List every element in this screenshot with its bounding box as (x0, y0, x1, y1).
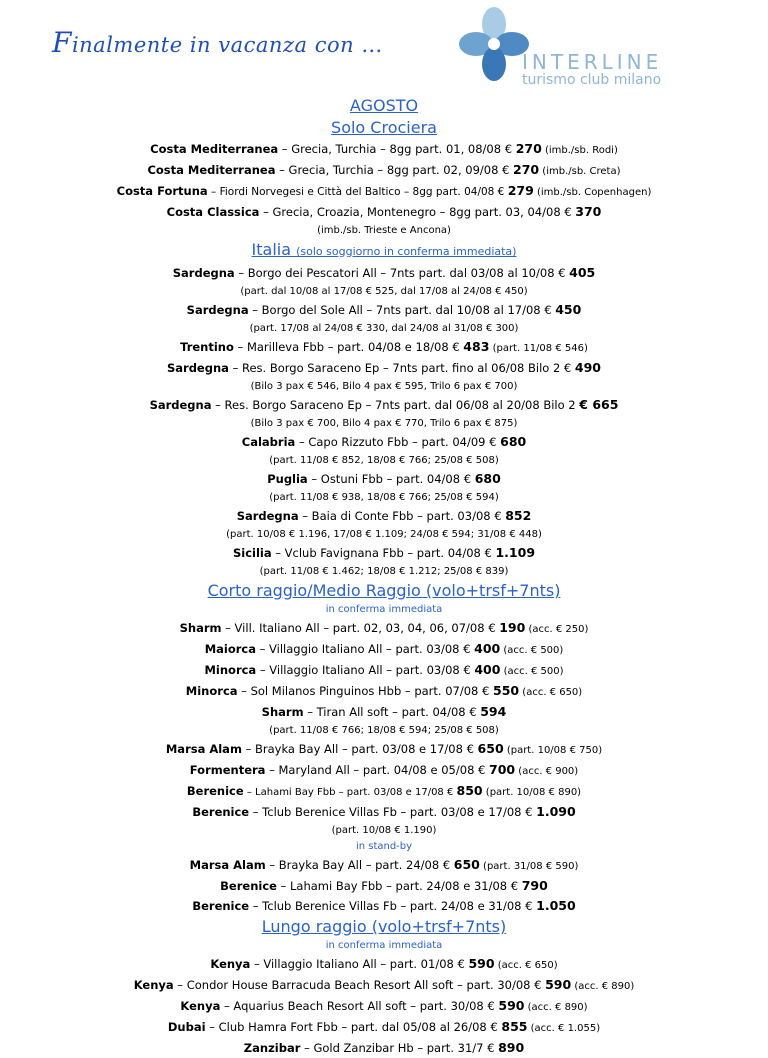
tagline-text: inalmente in vacanza con … (71, 33, 383, 57)
price: 1.109 (495, 545, 536, 560)
extra: (imb./sb. Creta) (539, 166, 621, 177)
destination: Costa Fortuna (116, 184, 208, 198)
extra: (acc. € 500) (500, 645, 564, 656)
section-title-italia (0, 239, 768, 263)
destination: Sardegna (236, 509, 299, 523)
details: – Capo Rizzuto Fbb – part. 04/09 € (295, 435, 501, 449)
confirmation-label: in conferma immediata (325, 604, 443, 615)
details: – Tclub Berenice Villas Fb – part. 24/08 e 31/08 € (249, 899, 537, 913)
offer-line (0, 781, 768, 802)
price: 890 (498, 1040, 525, 1055)
price: 852 (505, 508, 532, 523)
destination: Kenya (133, 978, 174, 992)
extra: (acc. € 900) (515, 766, 579, 777)
offer-line (0, 181, 768, 202)
destination: Marsa Alam (165, 742, 242, 756)
offer-note: (part. 10/08 € 1.196, 17/08 € 1.109; 24/08 € 594; 31/08 € 448) (226, 529, 542, 540)
section-title-note: (solo soggiorno in conferma immediata) (296, 245, 517, 258)
destination: Sardegna (172, 266, 235, 280)
destination: Dubai (167, 1020, 206, 1034)
offer-note: (imb./sb. Trieste e Ancona) (317, 225, 451, 236)
price: 400 (474, 641, 501, 656)
month-heading: AGOSTO (349, 96, 419, 115)
offer-note: (Bilo 3 pax € 546, Bilo 4 pax € 595, Trilo 6 pax € 700) (250, 381, 518, 392)
destination: Kenya (180, 999, 221, 1013)
offer-line (0, 954, 768, 975)
extra: (acc. € 1.055) (527, 1023, 601, 1034)
destination: Maiorca (204, 642, 256, 656)
offer-line (0, 358, 768, 378)
standby-label: in stand-by (355, 841, 413, 852)
details: – Grecia, Croazia, Montenegro – 8gg part. 03, 04/08 € (259, 205, 576, 219)
offer-line (0, 395, 768, 415)
offer-note: (part. 11/08 € 766; 18/08 € 594; 25/08 € 508) (269, 725, 499, 736)
details: – Tclub Berenice Villas Fb – part. 03/08 e 17/08 € (249, 805, 537, 819)
offer-line (0, 975, 768, 996)
offer-line (0, 855, 768, 876)
price: 650 (477, 741, 504, 756)
offer-line (0, 469, 768, 489)
offer-line (0, 202, 768, 222)
destination: Berenice (220, 879, 277, 893)
offer-note: (part. 11/08 € 938, 18/08 € 766; 25/08 € 594) (269, 492, 499, 503)
interline-logo (454, 4, 686, 94)
destination: Sharm (261, 705, 304, 719)
offer-note: (Bilo 3 pax € 700, Bilo 4 pax € 770, Trilo 6 pax € 875) (250, 418, 518, 429)
details: – Baia di Conte Fbb – part. 03/08 € (298, 509, 506, 523)
extra: (imb./sb. Copenhagen) (533, 187, 652, 198)
details: – Borgo del Sole All – 7nts part. dal 10/08 al 17/08 € (248, 303, 556, 317)
confirmation-label: in conferma immediata (325, 940, 443, 951)
destination: Berenice (186, 784, 244, 798)
destination: Minorca (204, 663, 257, 677)
destination: Calabria (241, 435, 296, 449)
offer-line (0, 660, 768, 681)
extra: (part. 10/08 € 890) (482, 787, 582, 798)
destination: Sardegna (166, 361, 229, 375)
destination: Sardegna (149, 398, 212, 412)
price: 790 (521, 878, 548, 893)
details: – Lahami Bay Fbb – part. 03/08 e 17/08 € (243, 787, 457, 798)
extra: (part. 11/08 € 546) (489, 343, 588, 354)
extra: (acc. € 650) (519, 687, 583, 698)
details: – Ostuni Fbb – part. 04/08 € (307, 472, 475, 486)
details: – Res. Borgo Saraceno Ep – 7nts part. dal 06/08 al 20/08 Bilo 2 (211, 398, 580, 412)
destination: Berenice (192, 805, 250, 819)
price: 279 (507, 183, 534, 198)
details: – Gold Zanzibar Hb – part. 31/7 € (300, 1041, 499, 1055)
price: 590 (468, 956, 495, 971)
price: 370 (575, 204, 602, 219)
destination: Kenya (210, 957, 251, 971)
details: – Grecia, Turchia – 8gg part. 02, 09/08 € (275, 163, 514, 177)
destination: Trentino (180, 340, 234, 354)
price: 700 (489, 762, 516, 777)
details: – Fiordi Norvegesi e Città del Baltico – 8gg part. 04/08 € (207, 186, 508, 198)
details: – Borgo dei Pescatori All – 7nts part. dal 03/08 al 10/08 € (234, 266, 570, 280)
price: 490 (574, 360, 601, 375)
destination: Sharm (179, 621, 222, 635)
details: – Condor House Barracuda Beach Resort All soft – part. 30/08 € (173, 978, 546, 992)
offer-line (0, 639, 768, 660)
section-title-text: Italia (251, 240, 292, 259)
destination: Costa Mediterranea (150, 142, 279, 156)
offer-note: (part. 11/08 € 1.462; 18/08 € 1.212; 25/08 € 839) (259, 566, 509, 577)
extra: (acc. € 500) (500, 666, 564, 677)
extra: (part. 31/08 € 590) (479, 861, 579, 872)
details: – Maryland All – part. 04/08 e 05/08 € (265, 763, 490, 777)
details: – Lahami Bay Fbb – part. 24/08 e 31/08 € (276, 879, 522, 893)
price: 855 (501, 1019, 528, 1034)
price: € 665 (579, 397, 619, 412)
offer-line (0, 1017, 768, 1038)
offer-line (0, 263, 768, 283)
details: – Grecia, Turchia – 8gg part. 01, 08/08 € (278, 142, 516, 156)
details: – Aquarius Beach Resort All soft – part. 30/08 € (220, 999, 499, 1013)
extra: (imb./sb. Rodi) (541, 145, 618, 156)
offer-line (0, 300, 768, 320)
destination: Costa Mediterranea (147, 163, 276, 177)
offer-line (0, 432, 768, 452)
price: 650 (453, 857, 480, 872)
details: – Brayka Bay All – part. 03/08 e 17/08 € (241, 742, 478, 756)
price: 270 (515, 141, 542, 156)
offer-line (0, 1038, 768, 1058)
price: 680 (500, 434, 527, 449)
offer-line (0, 760, 768, 781)
destination: Minorca (185, 684, 238, 698)
offer-line (0, 802, 768, 822)
price: 1.090 (536, 804, 576, 819)
offer-line (0, 702, 768, 722)
header (0, 0, 768, 92)
extra: (acc. € 650) (494, 960, 558, 971)
offer-line (0, 139, 768, 160)
offer-line (0, 506, 768, 526)
price: 270 (513, 162, 540, 177)
logo-subtitle: turismo club milano (522, 72, 662, 88)
offer-line (0, 543, 768, 563)
destination: Sicilia (232, 546, 272, 560)
destination: Berenice (192, 899, 250, 913)
price: 590 (498, 998, 525, 1013)
details: – Vclub Favignana Fbb – part. 04/08 € (271, 546, 496, 560)
destination: Formentera (189, 763, 266, 777)
offer-note: (part. 11/08 € 852, 18/08 € 766; 25/08 € 508) (269, 455, 499, 466)
price: 590 (545, 977, 572, 992)
details: – Vill. Italiano All – part. 02, 03, 04, 06, 07/08 € (221, 621, 500, 635)
offer-line (0, 337, 768, 358)
tagline-initial: F (52, 26, 72, 59)
price: 550 (493, 683, 520, 698)
logo-wordmark: INTERLINE (522, 50, 663, 74)
offer-line (0, 618, 768, 639)
details: – Brayka Bay All – part. 24/08 € (265, 858, 454, 872)
details: – Villaggio Italiano All – part. 03/08 € (255, 642, 475, 656)
details: – Villaggio Italiano All – part. 01/08 € (250, 957, 469, 971)
offer-note: (part. 17/08 al 24/08 € 330, dal 24/08 al 31/08 € 300) (249, 323, 519, 334)
section-title-corto-raggio: Corto raggio/Medio Raggio (volo+trsf+7nts) (207, 581, 561, 600)
section-title-lungo-raggio: Lungo raggio (volo+trsf+7nts) (261, 917, 507, 936)
offer-note: (part. dal 10/08 al 17/08 € 525, dal 17/08 al 24/08 € 450) (240, 286, 528, 297)
details: – Marilleva Fbb – part. 04/08 e 18/08 € (233, 340, 464, 354)
details: – Tiran All soft – part. 04/08 € (303, 705, 481, 719)
details: – Villaggio Italiano All – part. 03/08 € (256, 663, 475, 677)
offer-line (0, 996, 768, 1017)
offer-line (0, 739, 768, 760)
extra: (part. 10/08 € 750) (503, 745, 603, 756)
details: – Res. Borgo Saraceno Ep – 7nts part. fino al 06/08 Bilo 2 € (228, 361, 575, 375)
extra: (acc. € 890) (571, 981, 635, 992)
offers-list (0, 94, 768, 1058)
price: 450 (555, 302, 582, 317)
price: 190 (499, 620, 526, 635)
price: 850 (456, 783, 483, 798)
price: 483 (463, 339, 490, 354)
extra: (acc. € 890) (524, 1002, 588, 1013)
offer-line (0, 876, 768, 896)
destination: Costa Classica (166, 205, 260, 219)
offer-line (0, 681, 768, 702)
section-title-crociera: Solo Crociera (331, 118, 437, 137)
offer-line (0, 896, 768, 916)
tagline (52, 26, 383, 59)
destination: Zanzibar (243, 1041, 301, 1055)
price: 594 (480, 704, 507, 719)
price: 680 (474, 471, 501, 486)
price: 405 (569, 265, 596, 280)
extra: (acc. € 250) (525, 624, 589, 635)
offer-note: (part. 10/08 € 1.190) (331, 825, 437, 836)
destination: Sardegna (186, 303, 249, 317)
details: – Club Hamra Fort Fbb – part. dal 05/08 al 26/08 € (205, 1020, 502, 1034)
offer-line (0, 160, 768, 181)
destination: Marsa Alam (189, 858, 266, 872)
price: 400 (474, 662, 501, 677)
price: 1.050 (536, 898, 576, 913)
details: – Sol Milanos Pinguinos Hbb – part. 07/08 € (237, 684, 494, 698)
destination: Puglia (267, 472, 308, 486)
